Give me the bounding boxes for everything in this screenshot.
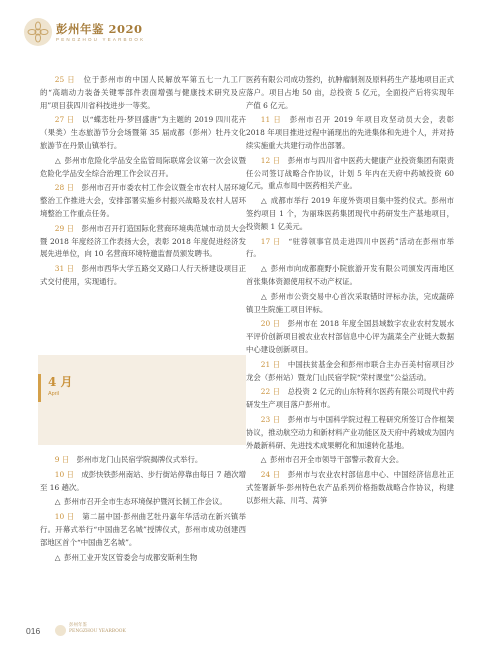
entry-date: 29 日: [54, 223, 75, 233]
entry-text: 彭州市在 2018 年度全国县域数字农业农村发展水平评价创新项目被农业农村部信息中心评为蔬菜全产业链大数据中心建设创新项目。: [246, 319, 454, 354]
chronicle-entry: [246, 359, 454, 385]
left-column-top: [40, 74, 246, 291]
page-footer: [0, 620, 480, 651]
month-english-label: April: [48, 391, 60, 397]
month-label: 4 月: [48, 375, 73, 389]
entry-text: 彭州市召开市委农村工作会议暨全市农村人居环境整治工作推进大会，安排部署实施乡村振兴战略及农村人居环境整治工作重点任务。: [40, 183, 246, 218]
triangle-marker-icon: △: [260, 455, 267, 465]
entry-text: 彭州市与四川省中医药大健康产业投资集团有限责任公司签订战略合作协议，计划 5 年内在天府中药城投资 60 亿元，重点布局中医药相关产业。: [246, 155, 454, 191]
triangle-marker-icon: △: [54, 497, 61, 507]
footer-subtitle: PENGZHOU YEARBOOK: [69, 629, 126, 634]
yearbook-title: 彭州年鉴 2020: [56, 22, 143, 36]
chronicle-entry: [40, 496, 246, 509]
month-accent-bar: [38, 374, 41, 402]
entry-text: 彭州市召开打造国际化营商环境典范城市动员大会暨 2018 年度经济工作表扬大会，表彰 2018 年度促进经济发展先进单位，向 10 名营商环境特邀监督员颁发聘书。: [40, 223, 246, 259]
entry-date: 31 日: [54, 264, 75, 274]
entry-text: 以“蝶恋牡丹·梦回盛唐”为主题的 2019 四川花卉（果类）生态旅游节分会场暨第 35 届成都（彭州）牡丹文化旅游节在丹景山镇举行。: [40, 115, 246, 150]
entry-date: 25 日: [54, 75, 76, 84]
entry-text: “驻蓉领事官员走进四川中医药”活动在彭州市举行。: [246, 236, 454, 259]
chronicle-entry: [246, 236, 454, 262]
triangle-marker-icon: △: [54, 552, 61, 562]
entry-date: 10 日: [54, 469, 74, 479]
entry-text: 位于彭州市的中国人民解放军第五七一九工厂的“高端动力装备关键零部件表面增强与健康技术研究及应用”项目获四川省科技进步一等奖。: [40, 75, 246, 110]
chronicle-entry: [246, 318, 454, 356]
entry-date: 27 日: [54, 115, 75, 125]
entry-text: 彭州市与农业农村部信息中心、中国经济信息社正式签署新华·彭州特色农产品系列价格指数战略合作协议，构建以彭州大蒜、川芎、莴笋: [246, 470, 454, 505]
chronicle-entry: [246, 155, 454, 193]
entry-text: 成都市举行 2019 年度外资项目集中签约仪式。彭州市签约项目 1 个，为丽珠医药集团现代中药研发生产基地项目，投资额 1 亿美元。: [246, 196, 454, 231]
triangle-marker-icon: △: [54, 155, 61, 165]
chronicle-entry: [246, 74, 454, 112]
entry-text: 彭州市公资交易中心首次采取错时评标办法，完成蔬碎镇卫生院施工项目评标。: [246, 291, 454, 314]
entry-text: 彭州市龙门山民宿学院揭牌仪式举行。: [76, 455, 203, 464]
entry-text: 医药有限公司成功签约，抗肿瘤制剂及原料药生产基地项目正式落户。项目占地 50 亩，总投资 5 亿元，全面投产后将实现年产值 6 亿元。: [246, 75, 454, 110]
triangle-marker-icon: △: [260, 264, 267, 274]
chronicle-entry: [40, 74, 246, 112]
footer-text: [69, 623, 126, 635]
chronicle-entry: [40, 469, 246, 495]
entry-date: 9 日: [54, 455, 70, 464]
entry-date: 23 日: [260, 414, 281, 424]
yearbook-logo-icon: [24, 18, 52, 46]
entry-date: 28 日: [54, 183, 75, 193]
triangle-marker-icon: △: [260, 196, 267, 206]
chronicle-entry: [246, 195, 454, 233]
chronicle-entry: [40, 182, 246, 220]
chronicle-entry: [40, 511, 246, 549]
chronicle-entry: [40, 263, 246, 289]
chronicle-entry: [40, 114, 246, 152]
chronicle-entry: [40, 552, 246, 565]
footer-title: 彭州年鉴: [69, 623, 87, 628]
chronicle-entry: [246, 386, 454, 412]
entry-text: 总投资 2 亿元的山东特利尔医药有限公司现代中药研发生产项目落户彭州市。: [246, 387, 454, 410]
chronicle-entry: [246, 114, 454, 152]
entry-text: 彭州市与中国科学院过程工程研究所签订合作框架协议，推动航空动力和新材料产业功能区及天府中药城成为国内外最新科研、先进技术成果孵化和加速转化基地。: [246, 414, 454, 450]
chronicle-entry: [246, 469, 454, 507]
entry-date: 20 日: [260, 319, 281, 329]
yearbook-subtitle: PENGZHOU YEARBOOK: [56, 37, 146, 42]
entry-date: 21 日: [260, 359, 281, 369]
entry-text: 彭州市西华大学五路交叉路口人行天桥建设项目正式交付使用，实现通行。: [40, 264, 246, 286]
footer-logo-icon: [55, 625, 66, 636]
page-header: [0, 0, 480, 64]
entry-date: 24 日: [260, 470, 281, 480]
chronicle-entry: [246, 263, 454, 289]
chronicle-entry: [40, 155, 246, 181]
entry-text: 彭州市危险化学品安全监管局际联席会议第一次会议暨危险化学品安全综合治理工作会议召开。: [40, 155, 246, 178]
right-column: [246, 74, 454, 510]
entry-date: 12 日: [260, 155, 281, 165]
entry-text: 彭州市召开全市领导干部警示教育大会。: [270, 455, 404, 465]
entry-date: 10 日: [54, 512, 75, 522]
chronicle-entry: [246, 414, 454, 452]
entry-text: 彭州工业开发区管委会与成都安斯利生物: [64, 552, 198, 562]
triangle-marker-icon: △: [260, 291, 267, 301]
page-number: 016: [26, 626, 41, 636]
month-heading-block: [38, 355, 246, 445]
entry-text: 彭州市向成都鹿野小院旅游开发有限公司颁发丙南地区首张集体资源使用权不动产权证。: [246, 264, 454, 286]
entry-date: 22 日: [260, 387, 281, 397]
chronicle-entry: [40, 454, 246, 467]
left-column-bottom: [40, 454, 246, 566]
entry-date: 11 日: [260, 115, 282, 125]
entry-text: 彭州市召开全市生态环境保护暨河长制工作会议。: [64, 497, 227, 507]
entry-text: 彭州市召开 2019 年项目攻坚动员大会，表彰 2018 年项目推进过程中涌现出的先进集体和先进个人，并对持续实施重大共建行动作出部署。: [246, 115, 454, 150]
chronicle-entry: [246, 454, 454, 467]
entry-date: 17 日: [260, 236, 281, 246]
chronicle-entry: [246, 291, 454, 317]
entry-text: 成彭快铁彭州南站、步行街站停靠由每日 7 趟次增至 16 趟次。: [40, 469, 246, 492]
entry-text: 中国扶贫基金会和彭州市联合主办百美村宿项目沙龙会（彭州站）暨龙门山民宿学院“荣村课堂”公益活动。: [246, 359, 454, 382]
entry-text: 第二届中国·彭州曲艺牡丹嘉年华活动在新兴镇举行。开幕式举行“中国曲艺名城”授牌仪式，彭州市成功创建西部地区首个“中国曲艺名城”。: [40, 512, 246, 547]
chronicle-entry: [40, 223, 246, 261]
